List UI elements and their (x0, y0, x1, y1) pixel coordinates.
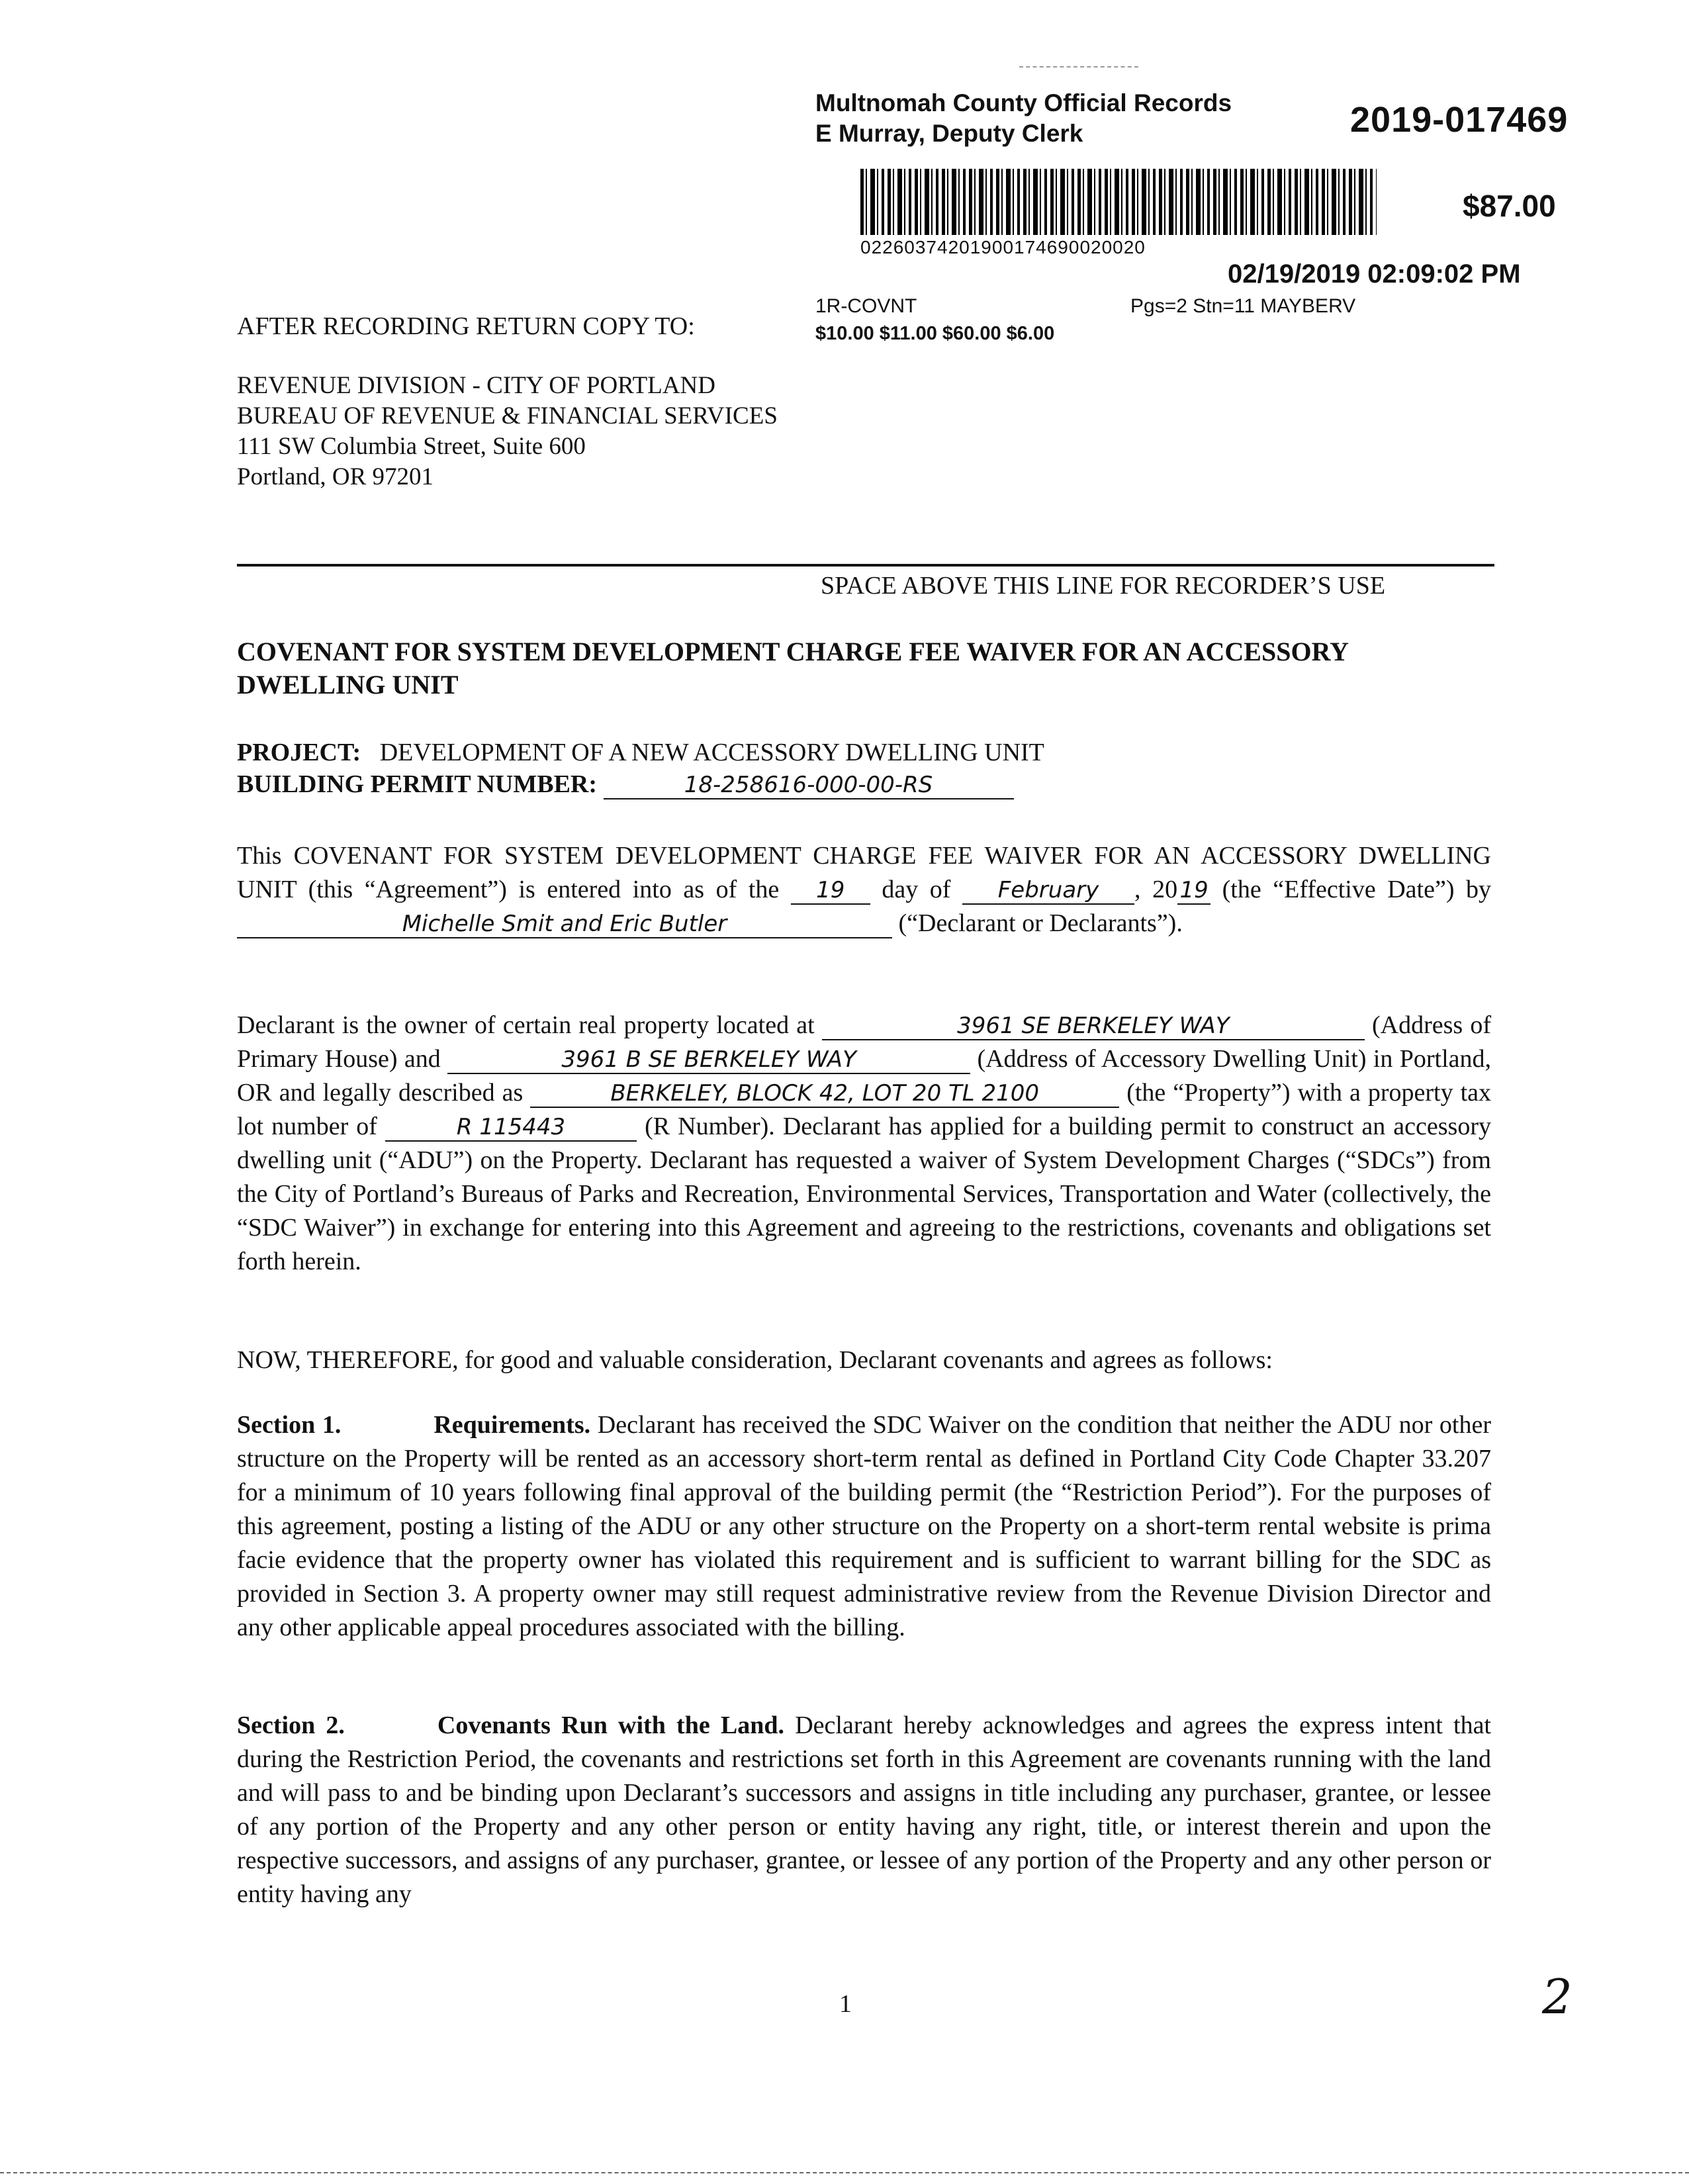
effective-year: 19 (1177, 877, 1210, 905)
intro-paragraph (237, 839, 1491, 940)
project-label: PROJECT: (237, 739, 361, 766)
section-1-heading: Requirements. (434, 1411, 591, 1439)
legal-description: BERKELEY, BLOCK 42, LOT 20 TL 2100 (530, 1080, 1119, 1108)
recording-number: 2019-017469 (1350, 100, 1569, 140)
recorder-use-label: SPACE ABOVE THIS LINE FOR RECORDER’S USE (821, 572, 1386, 600)
section-1 (237, 1408, 1491, 1645)
return-address-line: BUREAU OF REVENUE & FINANCIAL SERVICES (237, 402, 778, 430)
return-address (237, 371, 778, 492)
primary-address: 3961 SE BERKELEY WAY (822, 1013, 1365, 1040)
return-heading: AFTER RECORDING RETURN COPY TO: (237, 312, 695, 340)
property-text: (R Number). Declarant has applied for a building permit to construct an accessory dwelling unit (“ADU”) on the Property. Declarant has requested a waiver of System Development Charges (“SDCs”) from the City of Portland’s Bureaus of Parks and Recreation, Environmental Services, Transportation and Water (collectively, the “SDC Waiver”) in exchange for entering into this Agreement and agreeing to the restrictions, covenants and obligations set forth herein. (237, 1113, 1492, 1275)
recorder-clerk: E Murray, Deputy Clerk (815, 120, 1083, 147)
permit-line (237, 768, 1014, 801)
section-2-number: Section 2. (237, 1711, 345, 1739)
recorder-office: Multnomah County Official Records (815, 89, 1232, 116)
return-address-line: Portland, OR 97201 (237, 463, 434, 490)
property-text: (Address of Primary House) and (237, 1011, 1492, 1073)
permit-label: BUILDING PERMIT NUMBER: (237, 770, 598, 798)
intro-text: (“Declarant or Declarants”). (898, 909, 1183, 937)
return-address-line: 111 SW Columbia Street, Suite 600 (237, 433, 586, 460)
fee-breakdown: $10.00 $11.00 $60.00 $6.00 (815, 323, 1055, 344)
scan-artifact-line (1019, 66, 1138, 68)
declarant-names: Michelle Smit and Eric Butler (237, 911, 892, 938)
document-type: 1R-COVNT (815, 295, 917, 317)
effective-month: February (962, 877, 1134, 905)
recording-fee-total: $87.00 (1463, 189, 1556, 223)
tax-lot-number: R 115443 (385, 1114, 637, 1142)
barcode (860, 169, 1377, 235)
project-line (237, 736, 1044, 769)
property-text: (the “Property”) with a property tax lot number of (237, 1079, 1492, 1140)
document-title: COVENANT FOR SYSTEM DEVELOPMENT CHARGE FEE WAIVER FOR AN ACCESSORY DWELLING UNIT (237, 637, 1348, 700)
intro-text: (the “Effective Date”) by (1222, 876, 1492, 903)
permit-number: 18-258616-000-00-RS (604, 772, 1014, 799)
project-value: DEVELOPMENT OF A NEW ACCESSORY DWELLING UNIT (379, 739, 1044, 766)
effective-day: 19 (791, 877, 870, 905)
property-text: (Address of Accessory Dwelling Unit) in Portland, OR and legally described as (237, 1045, 1492, 1107)
scan-edge-line (0, 2172, 1689, 2175)
section-2-heading: Covenants Run with the Land. (437, 1711, 785, 1739)
recorder-divider (237, 564, 1494, 567)
return-address-line: REVENUE DIVISION - CITY OF PORTLAND (237, 372, 715, 399)
intro-text: This COVENANT FOR SYSTEM DEVELOPMENT CHARGE FEE WAIVER FOR AN ACCESSORY DWELLING UNIT (this “Agreement”) is entered into as of the (237, 842, 1491, 903)
page-initial: 2 (1542, 1969, 1573, 2025)
section-2 (237, 1709, 1491, 1911)
barcode-number: 02260374201900174690020020 (860, 237, 1146, 257)
property-paragraph (237, 1009, 1491, 1279)
section-1-number: Section 1. (237, 1411, 342, 1439)
now-therefore: NOW, THEREFORE, for good and valuable consideration, Declarant covenants and agrees as follows: (237, 1346, 1273, 1374)
intro-text: day of (882, 876, 951, 903)
property-text: Declarant is the owner of certain real property located at (237, 1011, 815, 1039)
pages-station: Pgs=2 Stn=11 MAYBERV (1130, 295, 1356, 317)
section-1-text: Declarant has received the SDC Waiver on the condition that neither the ADU nor other structure on the Property will be rented as an accessory short-term rental as defined in Portland City Code Chapter 33.207 for a minimum of 10 years following final approval of the building permit (the “Restriction Period”). For the purposes of this agreement, posting a listing of the ADU or any other structure on the Property on a short-term rental website is prima facie evidence that the property owner has violated this requirement and is sufficient to warrant billing for the SDC as provided in Section 3. A property owner may still request administrative review from the Revenue Division Director and any other applicable appeal procedures associated with the billing. (237, 1411, 1491, 1641)
page-number: 1 (839, 1990, 852, 2018)
adu-address: 3961 B SE BERKELEY WAY (447, 1046, 970, 1074)
intro-text: , 20 (1134, 876, 1178, 903)
section-2-text: Declarant hereby acknowledges and agrees the express intent that during the Restriction Period, the covenants and restrictions set forth in this Agreement are covenants running with the land and will pass to and be binding upon Declarant’s successors and assigns in title including any purchaser, grantee, or lessee of any portion of the Property and any other person or entity having any right, title, or interest therein and upon the respective successors, and assigns of any purchaser, grantee, or lessee of any portion of the Property and any other person or entity having any (237, 1711, 1491, 1908)
recording-timestamp: 02/19/2019 02:09:02 PM (1228, 259, 1521, 289)
